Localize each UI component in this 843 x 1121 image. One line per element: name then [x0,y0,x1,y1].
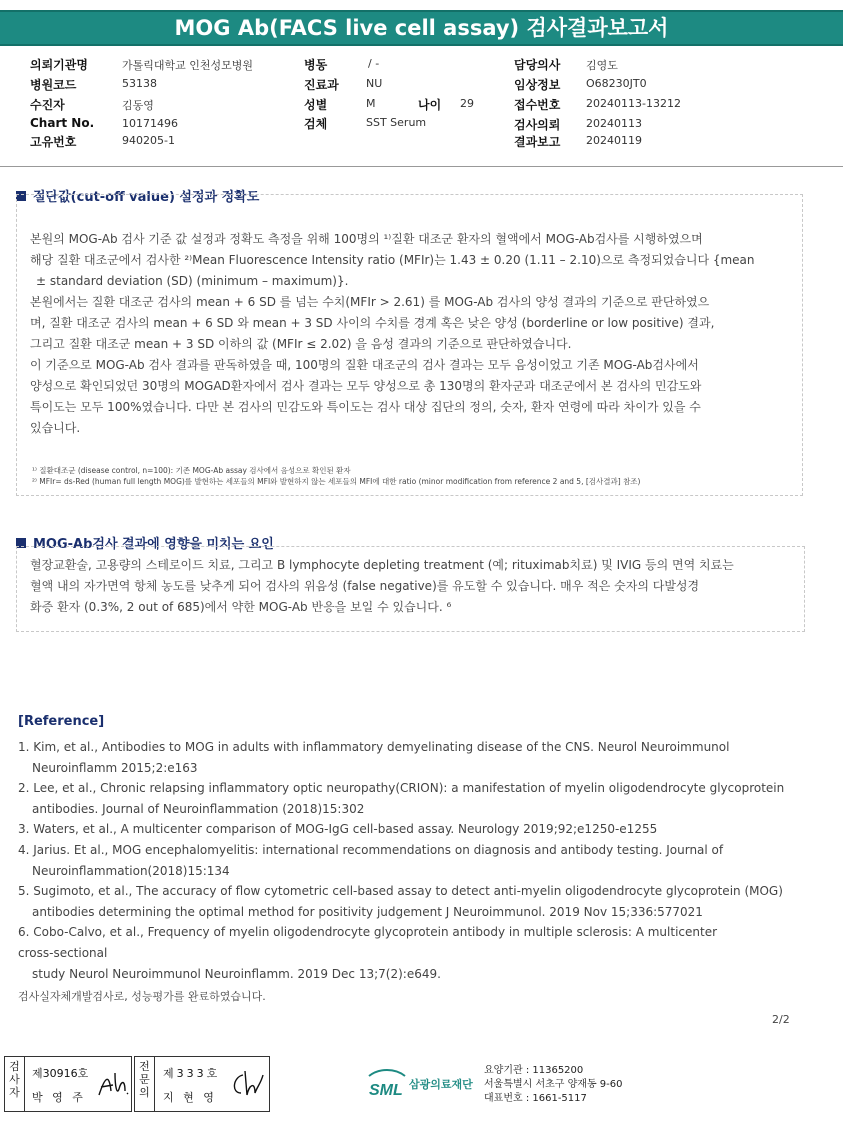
footnote: ¹⁾ 질환대조군 (disease control, n=100): 기존 MOG-Ab assay 검사에서 음성으로 확인된 환자 [32,466,351,475]
tester-label-text: 검사자 [9,1060,20,1099]
specialist-license: 제333호 [163,1067,221,1080]
reference-line: antibodies determining the optimal method for positivity judgement J Neuroimmunol. 2019 Nov 15;336:577021 [32,905,703,919]
value-ward: / - [368,57,380,70]
value-age: 29 [460,97,474,110]
company-phone: 대표번호 : 1661-5117 [484,1093,587,1104]
specialist-label-text: 전문의 [139,1060,150,1099]
reference-item [18,840,818,882]
reference-item [18,922,818,985]
section2-line: 혈장교환술, 고용량의 스테로이드 치료, 그리고 B lymphocyte depleting treatment (예; rituximab치료) 및 IVIG 등의 면역 치료는 [30,558,734,572]
closing-note: 검사실자체개발검사로, 성능평가를 완료하였습니다. [18,990,266,1003]
specialist-signature-icon [227,1067,267,1103]
report-title: MOG Ab(FACS live cell assay) 검사결과보고서 [0,10,843,46]
reference-line: 5. Sugimoto, et al., The accuracy of flow cytometric cell-based assay to detect anti-myelin oligodendrocyte glycoprotein (MOG) [18,884,783,898]
sml-logo-icon [367,1068,407,1100]
label-patient: 수진자 [30,98,65,112]
signature-tester [4,1056,132,1112]
section1-line: ± standard deviation (SD) (minimum – maximum)}. [36,274,349,288]
label-receipt-no: 접수번호 [514,98,561,112]
label-specimen: 검체 [304,117,328,131]
label-department: 진료과 [304,78,339,92]
reference-line: Neuroinflamm 2015;2:e163 [32,761,198,775]
reference-item [18,819,818,840]
reference-item [18,737,818,779]
footnote: ²⁾ MFIr= ds-Red (human full length MOG)를 발현하는 세포들의 MFI와 발현하지 않는 세포들의 MFI에 대한 ratio (minor modification from reference 2 and 5, [검사결과] 참조) [32,477,641,486]
reference-line: 4. Jarius. Et al., MOG encephalomyelitis: international recommendations on diagnosis and antibody testing. Journal of [18,843,724,857]
value-doctor: 김영도 [586,59,618,72]
section1-line: 본원의 MOG-Ab 검사 기준 값 설정과 정확도 측정을 위해 100명의 ¹⁾질환 대조군 환자의 혈액에서 MOG-Ab검사를 시행하였으며 [30,232,703,246]
section2-body [30,555,800,618]
section1-title-text: 절단값(cut-off value) 설정과 정확도 [33,190,260,205]
section1-line: 있습니다. [30,421,81,435]
value-patient: 김동영 [122,99,154,112]
section1-line: 본원에서는 질환 대조군 검사의 mean + 6 SD 를 넘는 수치(MFIr > 2.61) 를 MOG-Ab 검사의 양성 결과의 기준으로 판단하였으 [30,295,710,309]
section1-body [30,229,800,439]
section2-title-text: MOG-Ab검사 결과에 영향을 미치는 요인 [33,537,274,552]
svg-text:SML: SML [369,1082,403,1099]
specialist-name: 지 현 영 [163,1091,217,1104]
company-address [484,1064,623,1106]
signature-specialist [134,1056,270,1112]
section1-line: 해당 질환 대조군에서 검사한 ²⁾Mean Fluorescence Intensity ratio (MFIr)는 1.43 ± 0.20 (1.11 – 2.10)으로 측정되었습니다 {mean [30,253,755,267]
reference-line: cross-sectional [18,946,108,960]
section1-line: 며, 질환 대조군 검사의 mean + 6 SD 와 mean + 3 SD 사이의 수치를 경계 혹은 낮은 양성 (borderline or low positive) 결과, [30,316,715,330]
patient-info [0,56,843,151]
label-institution: 의뢰기관명 [30,58,88,72]
reference-heading: [Reference] [18,714,105,729]
value-request-date: 20240113 [586,117,642,130]
reference-item [18,881,818,923]
value-receipt-no: 20240113-13212 [586,97,681,110]
label-unique-no: 고유번호 [30,135,77,149]
value-hospital-code: 53138 [122,77,157,90]
reference-item [18,778,818,820]
value-clinical-info: O68230JT0 [586,77,647,90]
tester-name: 박 영 주 [32,1091,86,1104]
label-age: 나이 [418,98,442,112]
tester-signature-icon [95,1067,131,1103]
section1-line: 양성으로 확인되었던 30명의 MOGAD환자에서 검사 결과는 모두 양성으로 총 130명의 환자군과 대조군에서 본 검사의 민감도와 [30,379,702,393]
reference-line: 3. Waters, et al., A multicenter comparison of MOG-IgG cell-based assay. Neurology 2019;92;e1250-e1255 [18,822,658,836]
value-institution: 가톨릭대학교 인천성모병원 [122,59,254,72]
value-unique-no: 940205-1 [122,134,175,147]
label-request-date: 검사의뢰 [514,118,561,132]
tester-label [5,1057,25,1111]
section2-line: 화증 환자 (0.3%, 2 out of 685)에서 약한 MOG-Ab 반응을 보일 수 있습니다. ⁶ [30,600,452,614]
company-code: 요양기관 : 11365200 [484,1065,584,1076]
reference-line: 2. Lee, et al., Chronic relapsing inflammatory optic neuropathy(CRION): a manifestation of myelin oligodendrocyte glycoprotein [18,781,785,795]
label-sex: 성별 [304,98,328,112]
label-doctor: 담당의사 [514,58,561,72]
label-ward: 병동 [304,58,328,72]
company-name: 삼광의료재단 [409,1078,473,1091]
reference-line: 6. Cobo-Calvo, et al., Frequency of myelin oligodendrocyte glycoprotein antibody in multiple sclerosis: A multicenter [18,925,718,939]
label-clinical-info: 임상정보 [514,78,561,92]
section2-line: 혈액 내의 자가면역 항체 농도를 낮추게 되어 검사의 위음성 (false negative)를 유도할 수 있습니다. 매우 적은 숫자의 다발성경 [30,579,700,593]
page-number: 2/2 [772,1013,790,1026]
section1-line: 그리고 질환 대조군 mean + 3 SD 이하의 값 (MFIr ≤ 2.02) 을 음성 결과의 기준으로 판단하였습니다. [30,337,572,351]
value-chart-no: 10171496 [122,117,178,130]
section1-line: 특이도는 모두 100%였습니다. 다만 본 검사의 민감도와 특이도는 검사 대상 집단의 정의, 숫자, 환자 연령에 따라 차이가 있을 수 [30,400,701,414]
value-sex: M [366,97,376,110]
section1-line: 이 기준으로 MOG-Ab 검사 결과를 판독하였을 때, 100명의 질환 대조군의 검사 결과는 모두 음성이었고 기존 MOG-Ab검사에서 [30,358,699,372]
specialist-label [135,1057,155,1111]
reference-line: antibodies. Journal of Neuroinflammation (2018)15:302 [32,802,365,816]
label-hospital-code: 병원코드 [30,78,77,92]
value-specimen: SST Serum [366,116,427,129]
label-report-date: 결과보고 [514,135,561,149]
info-divider [0,166,843,167]
reference-line: study Neurol Neuroimmunol Neuroinflamm. 2019 Dec 13;7(2):e649. [32,967,441,981]
reference-line: Neuroinflammation(2018)15:134 [32,864,230,878]
company-location: 서울특별시 서초구 양재동 9-60 [484,1079,623,1090]
reference-line: 1. Kim, et al., Antibodies to MOG in adults with inflammatory demyelinating disease of the CNS. Neurol Neuroimmunol [18,740,730,754]
tester-license: 제30916호 [32,1067,89,1080]
value-department: NU [366,77,383,90]
label-chart-no: Chart No. [30,116,95,130]
sml-logo [367,1068,405,1098]
value-report-date: 20240119 [586,134,642,147]
section1-footnotes [32,465,802,487]
